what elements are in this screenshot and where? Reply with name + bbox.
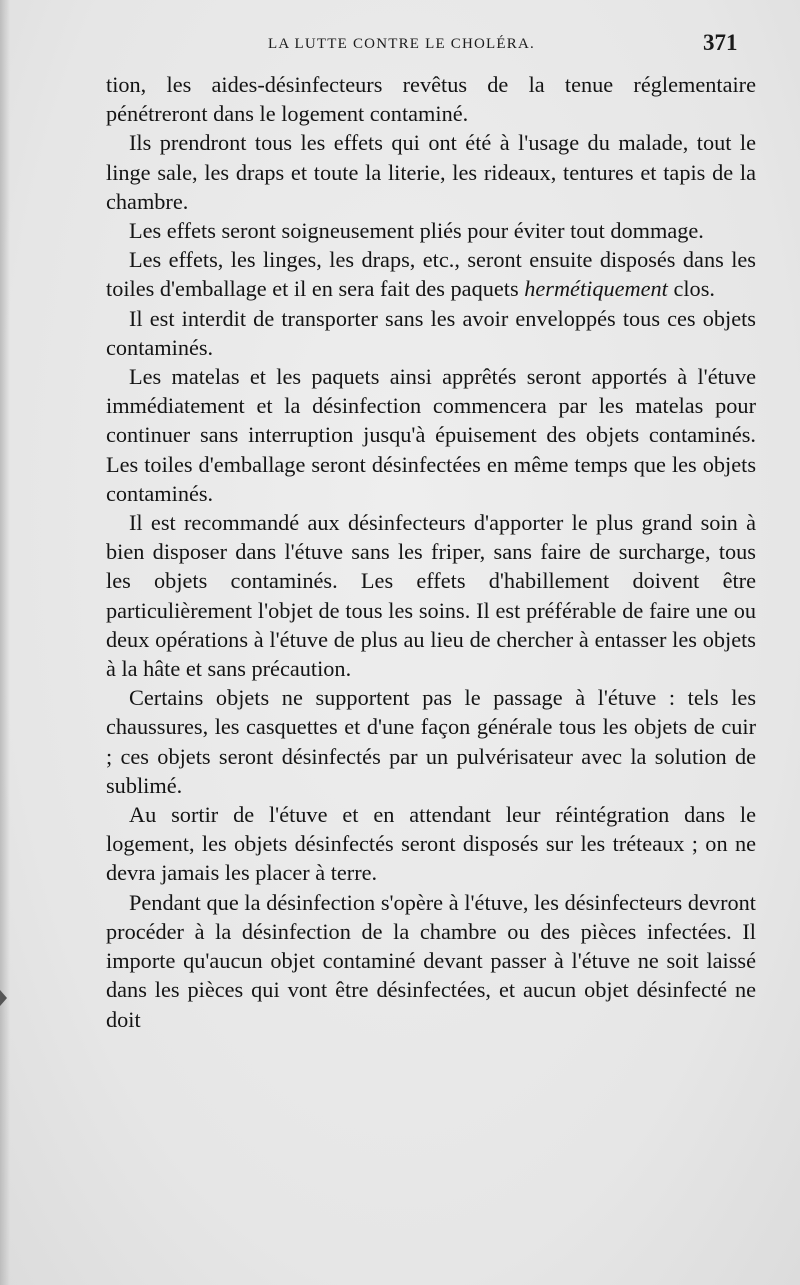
paragraph-6: Les matelas et les paquets ainsi apprêtés seront apportés à l'étuve immédiatement et la désinfection commencera par les matelas pour continuer sans interruption jusqu'à épuisement des objets contaminés. Les toiles d'emballage seront désinfectées en même temps que les objets contaminés. [106,364,756,506]
paragraph-9: Au sortir de l'étuve et en attendant leur réintégration dans le logement, les objets désinfectés seront disposés sur les tréteaux ; on ne devra jamais les placer à terre. [106,802,756,886]
margin-mark [0,990,7,1006]
paragraph-4-end: clos. [667,276,715,302]
paragraph-4 [106,245,756,303]
paragraph-10: Pendant que la désinfection s'opère à l'étuve, les désinfecteurs devront procéder à la désinfection de la chambre ou des pièces infectées. Il importe qu'aucun objet contaminé devant passer à l'étuve ne soit laissé dans les pièces qui vont être désinfectées, et aucun objet désinfecté ne doit [106,889,756,1032]
running-header [0,30,800,60]
paragraph-2: Ils prendront tous les effets qui ont été à l'usage du malade, tout le linge sale, les draps et toute la literie, les rideaux, tentures et tapis de la chambre. [106,130,756,214]
paragraph-3: Les effets seront soigneusement pliés pour éviter tout dommage. [129,218,704,244]
emphasis-text: hermétiquement [524,276,668,302]
paragraph-5: Il est interdit de transporter sans les avoir enveloppés tous ces objets contaminés. [106,305,756,360]
running-title: LA LUTTE CONTRE LE CHOLÉRA. [268,36,535,52]
page-gutter-shadow [0,0,10,1285]
body-text [106,70,756,1034]
page-number: 371 [703,30,738,55]
paragraph-7: Il est recommandé aux désinfecteurs d'apporter le plus grand soin à bien disposer dans l'étuve sans les friper, sans faire de surcharge, tous les objets contaminés. Les effets d'habillement doivent être particulièrement l'objet de tous les soins. Il est préférable de faire une ou deux opérations à l'étuve de plus au lieu de chercher à entasser les objets à la hâte et sans précaution. [106,510,756,682]
paragraph-4-text: Les effets, les linges, les draps, etc., seront ensuite disposés dans les toiles d'emballage et il en sera fait des paquets [106,247,756,302]
paragraph-8: Certains objets ne supportent pas le passage à l'étuve : tels les chaussures, les casquettes et d'une façon générale tous les objets de cuir ; ces objets seront désinfectés par un pulvérisateur avec la solution de sublimé. [106,685,756,798]
paragraph-1: tion, les aides-désinfecteurs revêtus de la tenue réglementaire pénétreront dans le logement contaminé. [106,72,756,127]
